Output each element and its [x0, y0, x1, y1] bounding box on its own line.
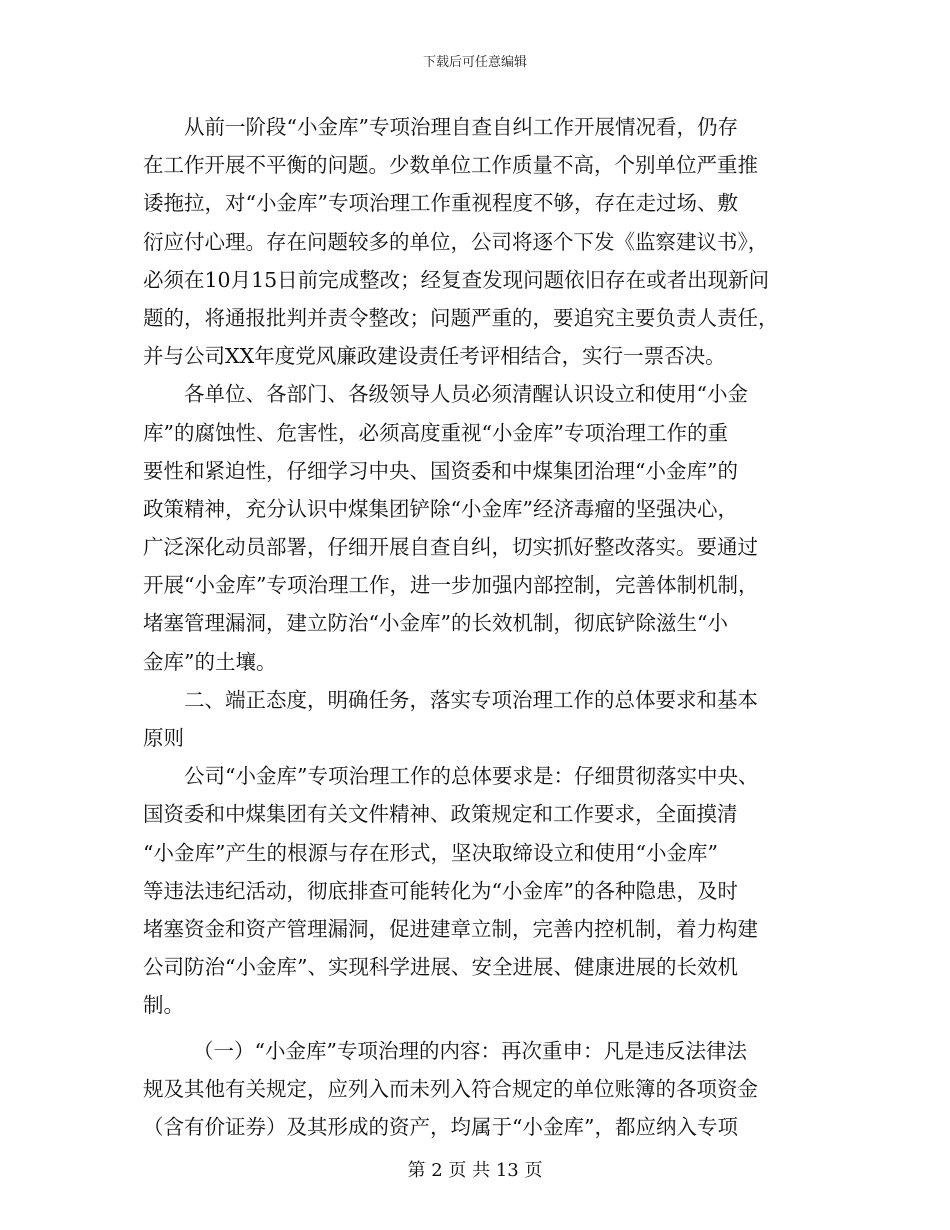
text-line: 并与公司XX年度党风廉政建设责任考评相结合，实行一票否决。 — [143, 344, 726, 369]
page-number-footer: 第 2 页 共 13 页 — [407, 1160, 543, 1181]
text-line: 库”的腐蚀性、危害性，必须高度重视“小金库”专项治理工作的重 — [143, 420, 728, 445]
text-line: （一）“小金库”专项治理的内容：再次重申：凡是违反法律法 — [193, 1038, 747, 1063]
text-line: “小金库”产生的根源与存在形式，坚决取缔设立和使用“小金库” — [143, 840, 718, 865]
text-line: 堵塞管理漏洞，建立防治“小金库”的长效机制，彻底铲除滋生“小 — [143, 611, 728, 636]
text-line: 原则 — [143, 726, 184, 750]
text-line: 等违法违纪活动，彻底排查可能转化为“小金库”的各种隐患，及时 — [143, 878, 738, 903]
text-line: 广泛深化动员部署，仔细开展自查自纠，切实抓好整改落实。要通过 — [143, 535, 758, 560]
text-line: 政策精神，充分认识中煤集团铲除“小金库”经济毒瘤的坚强决心， — [143, 496, 738, 521]
text-line: 二、端正态度，明确任务，落实专项治理工作的总体要求和基本 — [184, 687, 758, 712]
text-line: 从前一阶段“小金库”专项治理自查自纠工作开展情况看，仍存 — [184, 115, 738, 139]
text-line: 制。 — [143, 993, 184, 1018]
text-line: 公司防治“小金库”、实现科学进展、安全进展、健康进展的长效机 — [143, 955, 738, 980]
text-line: 国资委和中煤集团有关文件精神、政策规定和工作要求，全面摸清 — [143, 802, 738, 827]
section-heading-2 — [143, 681, 815, 757]
text-line: 各单位、各部门、各级领导人员必须清醒认识设立和使用“小金 — [184, 382, 748, 407]
text-line: 堵塞资金和资产管理漏洞，促进建章立制，完善内控机制，着力构建 — [143, 916, 758, 941]
text-line: 要性和紧迫性，仔细学习中央、国资委和中煤集团治理“小金库”的 — [143, 458, 738, 483]
text-line: （含有价证券）及其形成的资产，均属于“小金库”，都应纳入专项 — [143, 1114, 738, 1139]
text-line: 金库”的土壤。 — [143, 649, 277, 674]
paragraph-overall-requirements — [143, 757, 815, 1024]
document-body — [143, 108, 815, 1146]
paragraph-governance-content — [143, 1032, 815, 1147]
text-line: 必须在10月15日前完成整改；经复查发现问题依旧存在或者出现新问 — [143, 267, 770, 292]
text-line: 公司“小金库”专项治理工作的总体要求是：仔细贯彻落实中央、 — [184, 764, 759, 789]
text-line: 题的，将通报批判并责令整改；问题严重的，要追究主要负责人责任， — [143, 305, 779, 330]
page-header-note: 下载后可任意编辑 — [422, 55, 527, 70]
paragraph-self-inspection-status — [143, 108, 815, 375]
text-line: 开展“小金库”专项治理工作，进一步加强内部控制，完善体制机制， — [143, 573, 759, 598]
text-line: 诿拖拉，对“小金库”专项治理工作重视程度不够，存在走过场、敷 — [143, 191, 738, 216]
text-line: 规及其他有关规定，应列入而未列入符合规定的单位账簿的各项资金 — [143, 1076, 758, 1101]
text-line: 衍应付心理。存在问题较多的单位，公司将逐个下发《监察建议书》， — [143, 229, 769, 254]
text-line: 在工作开展不平衡的问题。少数单位工作质量不高，个别单位严重推 — [143, 153, 758, 178]
paragraph-awareness-requirements — [143, 375, 815, 681]
